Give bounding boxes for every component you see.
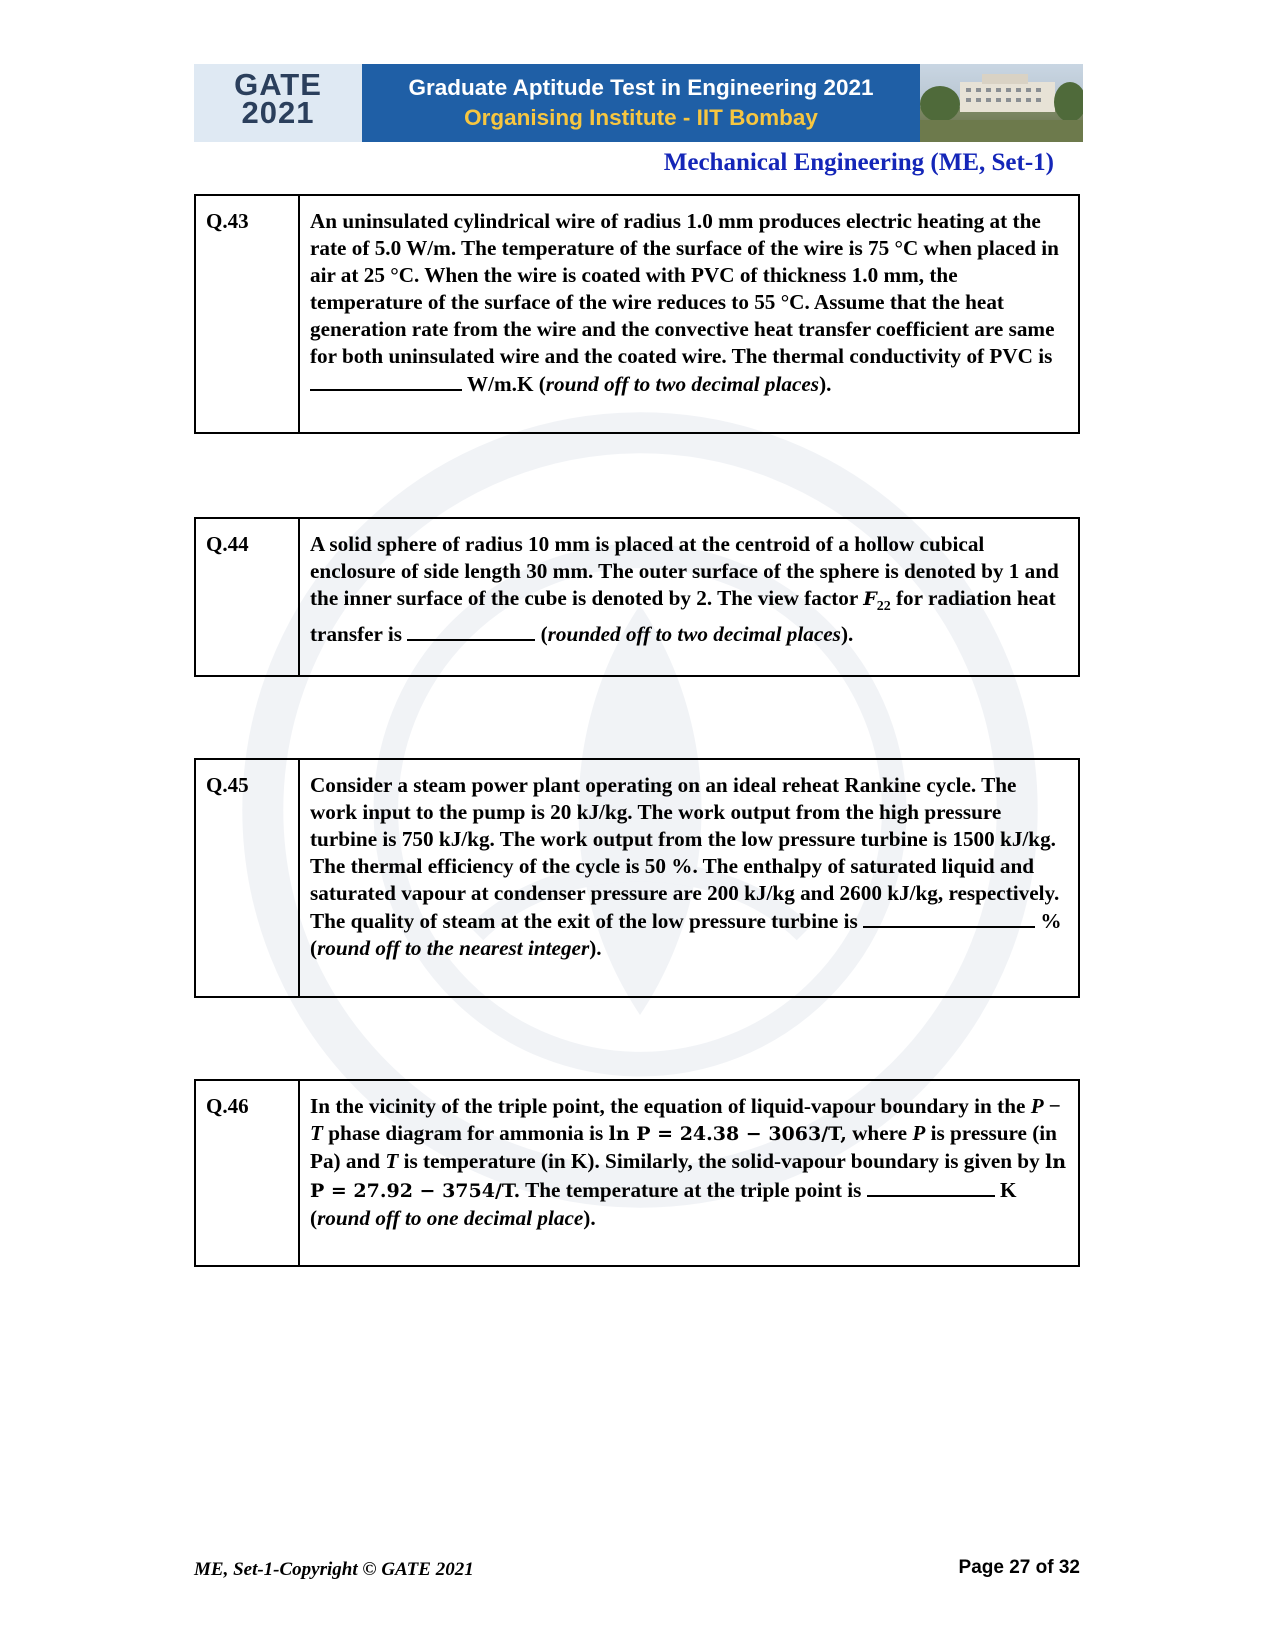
rounding-note: round off to the nearest integer [317,936,590,960]
question-text [300,196,1078,432]
rounding-note: round off to two decimal places [545,372,820,396]
p-t-symbol: P − T [310,1094,1061,1145]
question-box-q44 [194,517,1080,677]
rounding-note: rounded off to two decimal places [547,622,841,647]
question-body: phase diagram for ammonia is [328,1121,604,1145]
page-current: 27 [1009,1557,1031,1578]
question-body: Consider a steam power plant operating on an ideal reheat Rankine cycle. The work input to the pump is 20 kJ/kg. The work output from the high pressure turbine is 750 kJ/kg. The work output from the low pressure turbine is 1500 kJ/kg. The thermal efficiency of the cycle is 50 %. The enthalpy of saturated liquid and saturated vapour at condenser pressure are 200 kJ/kg and 2600 kJ/kg, respectively. The quality of steam at the exit of the low pressure turbine is [310,773,1060,933]
question-body: A solid sphere of radius 10 mm is placed at the centroid of a hollow cubical enclosure of side length 30 mm. The outer surface of the sphere is denoted by 1 and the inner surface of the cube is denoted by 2. The view factor [310,532,1059,610]
question-number: Q.46 [196,1081,300,1265]
building-image-icon [920,64,1083,142]
closing: ). [583,1206,596,1230]
banner-subtitle: Organising Institute - IIT Bombay [464,105,818,130]
question-box-q46 [194,1079,1080,1267]
question-number: Q.43 [196,196,300,432]
gate-header-banner [194,64,1083,142]
solid-vapour-equation: ln P = 27.92 − 3754/T. [310,1151,1067,1202]
question-text [300,519,1078,675]
question-number: Q.45 [196,760,300,996]
question-body-cont: for radiation heat transfer is [310,586,1056,647]
closing: ). [589,936,602,960]
page-number [959,1556,1080,1580]
answer-unit: K ( [310,1178,1017,1230]
banner-title: Graduate Aptitude Test in Engineering 2021 [408,75,874,100]
question-body: is pressure (in Pa) and [310,1121,1057,1173]
pressure-symbol: P [912,1121,926,1145]
question-body: An uninsulated cylindrical wire of radius 1.0 mm produces electric heating at the rate of 5.0 W/m. The temperature of the surface of the wire is 75 °C when placed in air at 25 °C. When the wire is coated with PVC of thickness 1.0 mm, the temperature of the surface of the wire reduces to 55 °C. Assume that the heat generation rate from the wire and the convective heat transfer coefficient are same for both uninsulated wire and the coated wire. The thermal conductivity of PVC is [310,209,1059,368]
question-box-q43 [194,194,1080,434]
answer-blank [867,1176,995,1197]
answer-blank [310,370,462,391]
answer-unit: W/m.K ( [466,372,546,396]
closing: ). [840,622,854,647]
page-of: of [1035,1557,1054,1578]
question-text [300,760,1078,996]
banner-title-box [362,64,920,142]
rounding-note: round off to one decimal place [317,1206,584,1230]
paper-title: Mechanical Engineering (ME, Set-1) [663,149,1054,176]
question-body: where [852,1121,908,1145]
page-total: 32 [1058,1557,1080,1578]
campus-building-photo [920,64,1083,142]
logo-text-gate: GATE [234,67,322,102]
logo-tagline [277,129,278,135]
footer-copyright: ME, Set-1-Copyright © GATE 2021 [194,1559,474,1580]
logo-text-year: 2021 [241,95,315,130]
answer-open: ( [540,622,548,647]
answer-blank [863,907,1035,928]
question-number: Q.44 [196,519,300,675]
answer-unit: % ( [310,909,1062,960]
temperature-symbol: T [385,1149,399,1173]
question-box-q45 [194,758,1080,998]
view-factor-symbol: F [863,588,877,610]
question-body: The temperature at the triple point is [525,1178,862,1202]
closing: ). [819,372,832,396]
answer-blank [407,620,535,641]
page-prefix: Page [958,1557,1004,1578]
liquid-vapour-equation: ln P = 24.38 − 3063/T, [608,1123,847,1145]
view-factor-subscript: 22 [876,599,891,615]
gate-logo [194,64,362,142]
question-text [300,1081,1078,1265]
question-body: is temperature (in K). Similarly, the solid-vapour boundary is given by [403,1149,1040,1173]
question-body: In the vicinity of the triple point, the equation of liquid-vapour boundary in the [310,1094,1026,1118]
